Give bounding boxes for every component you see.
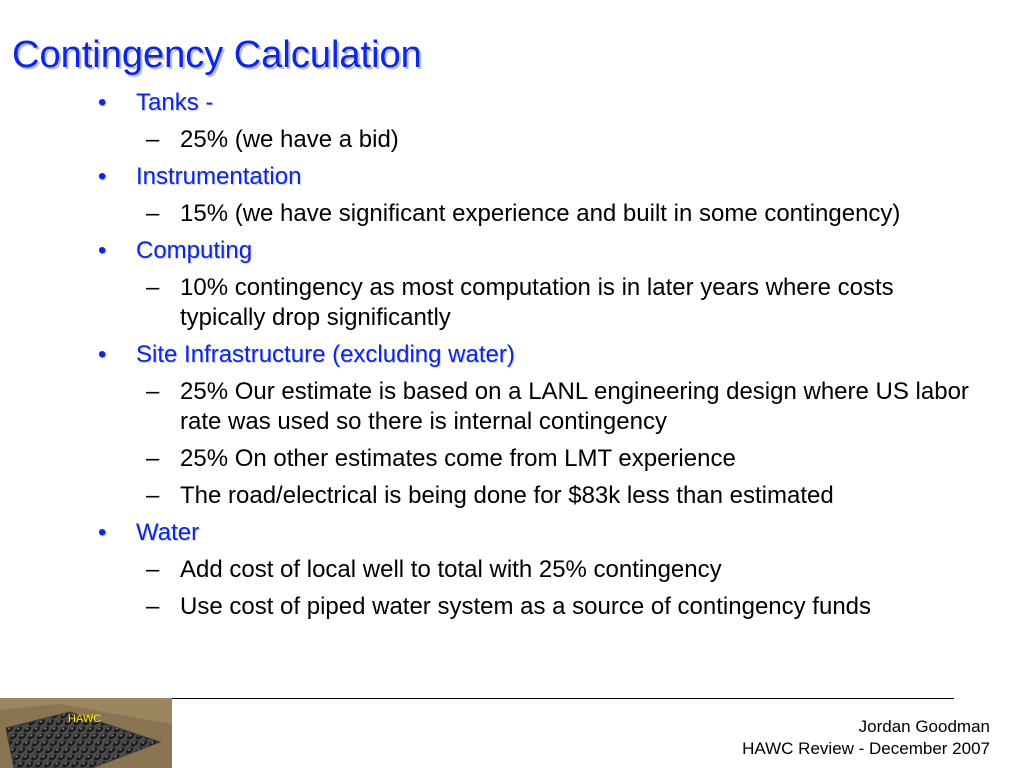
dash-icon: – — [146, 126, 160, 153]
bullet-icon: • — [98, 89, 107, 116]
sub-item — [0, 273, 1024, 333]
dash-icon: – — [146, 593, 160, 620]
tank-array-icon — [0, 698, 172, 768]
sub-item-text: 10% contingency as most computation is in later years where costs typically drop significantly — [180, 274, 894, 331]
bullet-water — [0, 518, 1024, 548]
sub-item — [0, 199, 1024, 229]
sub-item-text: 15% (we have significant experience and built in some contingency) — [180, 200, 901, 227]
sub-item-text: The road/electrical is being done for $83k less than estimated — [180, 482, 834, 509]
sub-item — [0, 125, 1024, 155]
footer-divider — [172, 698, 954, 699]
bullet-instrumentation — [0, 162, 1024, 192]
bullet-tanks — [0, 88, 1024, 118]
bullet-icon: • — [98, 163, 107, 190]
bullet-icon: • — [98, 341, 107, 368]
dash-icon: – — [146, 482, 160, 509]
dash-icon: – — [146, 274, 160, 301]
logo-label: HAWC — [68, 713, 102, 725]
sub-item — [0, 555, 1024, 585]
bullet-label: Computing — [136, 237, 253, 264]
sub-item — [0, 592, 1024, 622]
bullet-computing — [0, 236, 1024, 266]
sub-item-text: 25% (we have a bid) — [180, 126, 399, 153]
hawc-logo-image — [0, 698, 172, 768]
sub-item — [0, 444, 1024, 474]
footer-info — [742, 716, 990, 760]
bullet-label: Site Infrastructure (excluding water) — [136, 341, 515, 368]
bullet-label: Water — [136, 519, 200, 546]
sub-item-text: 25% Our estimate is based on a LANL engineering design where US labor rate was used so there is internal contingency — [180, 378, 969, 435]
bullet-icon: • — [98, 519, 107, 546]
bullet-label: Instrumentation — [136, 163, 302, 190]
bullet-list — [0, 88, 1024, 629]
sub-item-text: Add cost of local well to total with 25% contingency — [180, 556, 722, 583]
sub-item-text: Use cost of piped water system as a source of contingency funds — [180, 593, 872, 620]
slide-title: Contingency Calculation — [12, 34, 422, 76]
footer-event: HAWC Review - December 2007 — [742, 739, 990, 758]
sub-item — [0, 481, 1024, 511]
bullet-label: Tanks - — [136, 89, 214, 116]
dash-icon: – — [146, 556, 160, 583]
dash-icon: – — [146, 200, 160, 227]
bullet-icon: • — [98, 237, 107, 264]
sub-item-text: 25% On other estimates come from LMT experience — [180, 445, 736, 472]
dash-icon: – — [146, 445, 160, 472]
sub-item — [0, 377, 1024, 437]
bullet-site-infrastructure — [0, 340, 1024, 370]
dash-icon: – — [146, 378, 160, 405]
footer-author: Jordan Goodman — [858, 717, 990, 736]
